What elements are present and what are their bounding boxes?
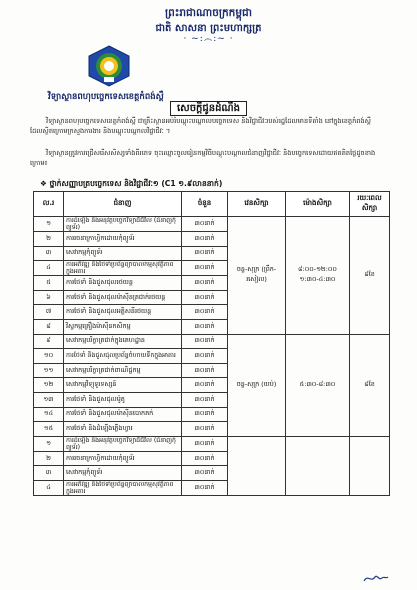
duration-cell-empty [350, 436, 390, 495]
row-number: ១ [34, 217, 64, 232]
table-row [34, 334, 390, 349]
row-skill: សេវាកម្មកុំព្យូទ័រ [64, 246, 182, 261]
row-number: ១០ [34, 349, 64, 364]
row-number: ៤ [34, 480, 64, 495]
notice-title-text: សេចក្ដីជូនដំណឹង [170, 101, 247, 116]
header-hours: ម៉ោងសិក្សា [286, 192, 350, 217]
row-skill: ការថែទាំ និងជួសជុលម៉ូតូ [64, 392, 182, 407]
row-quantity: ៣០នាក់ [182, 334, 228, 349]
row-quantity: ៣០នាក់ [182, 217, 228, 232]
duration-cell: ៨ខែ [350, 217, 390, 335]
row-skill: ការដំឡើង និងអនុវត្តបច្ចេកវិទ្យាដីជីវិល (ដំនាញកុំព្យូទ័រ) [64, 217, 182, 232]
intro-paragraph: វិទ្យាស្ថានពហុបច្ចេកទេសខេត្តកំពង់ស្ពឺ ជាគ្រឹះស្ថានអប់រំបណ្ដុះបណ្ដាលបច្ចេកទេស និងវិជ្ជាជីវៈរបស់រដ្ឋដែលមានទីតាំង នៅក្នុងខេត្តកំពង់ស្ពឺ ដែលស្ថិតក្រោមក្រសួងការងារ និងបណ្ដុះបណ្ដាលវិជ្ជាជីវៈ ។ [30, 117, 371, 135]
row-skill: ការថែទាំ និងជួសជុលអគ្គិសនីរថយន្ត [64, 305, 182, 320]
kingdom-heading: ព្រះរាជាណាចក្រកម្ពុជា [164, 7, 252, 19]
hours-cell-empty [286, 436, 350, 495]
row-quantity: ៣០នាក់ [182, 392, 228, 407]
shift-cell-empty [228, 436, 286, 495]
row-number: ២ [34, 232, 64, 247]
notice-title [0, 101, 417, 116]
row-skill: សេវាកម្មបរិក្ខាត្រជាក់ពាណិជ្ជកម្ម [64, 363, 182, 378]
header-duration: រយៈពេលសិក្សា [350, 192, 390, 217]
row-skill: ការរចនាក្រាហ្វិកដោយកុំព្យូទ័រ [64, 232, 182, 247]
shift-cell [228, 217, 286, 335]
row-quantity: ៣០នាក់ [182, 451, 228, 466]
row-number: ៧ [34, 305, 64, 320]
table-row [34, 217, 390, 232]
row-skill: សេវាកម្មកុំព្យូទ័រ [64, 466, 182, 481]
row-number: ៣ [34, 246, 64, 261]
institute-emblem-icon [86, 44, 132, 88]
row-quantity: ៣០នាក់ [182, 436, 228, 451]
row-skill: ការថែទាំ និងជួសជុលម៉ាស៊ីនបោកគក់ [64, 407, 182, 422]
hours-cell: ៥:៣០-៨:៣០ [286, 334, 350, 436]
row-quantity: ៣០នាក់ [182, 480, 228, 495]
row-number: ៨ [34, 319, 64, 334]
row-number: ១១ [34, 363, 64, 378]
header-shift: វេនសិក្សា [228, 192, 286, 217]
row-skill: ការថែទាំ និងជួសជុលប្រព័ន្ធចំហាយទឹកក្នុងអាគារ [64, 349, 182, 364]
row-number: ១ [34, 436, 64, 451]
row-skill: ការថែទាំ និងជួសជុលម៉ាស៊ីនត្រជាក់រថយន្ត [64, 290, 182, 305]
header-quantity: ចំនួន [182, 192, 228, 217]
hours-morning: ៨:០០-១២:០០ [298, 265, 337, 274]
row-number: ៩ [34, 334, 64, 349]
row-quantity: ៣០នាក់ [182, 276, 228, 291]
header-skill: ជំនាញ [64, 192, 182, 217]
courses-table [33, 191, 390, 496]
row-skill: ការថែទាំ និងជួសជុលរថយន្ត [64, 276, 182, 291]
table-row [34, 436, 390, 451]
row-skill: ការអភិវឌ្ឍ និងថែទាំប្រព័ន្ធព្យាបាលកម្មសុវត្ថិភាពក្នុងអគារ [64, 480, 182, 495]
row-number: ៤ [34, 261, 64, 276]
row-skill: ការដំឡើង និងអនុវត្តបច្ចេកវិទ្យាដីជីវិល (ជំនាញកុំព្យូទ័រ) [64, 436, 182, 451]
row-quantity: ៣០នាក់ [182, 363, 228, 378]
row-quantity: ៣០នាក់ [182, 261, 228, 276]
row-quantity: ៣០នាក់ [182, 305, 228, 320]
row-quantity: ៣០នាក់ [182, 466, 228, 481]
hours-cell [286, 217, 350, 335]
row-number: ១២ [34, 378, 64, 393]
shift-cell [228, 334, 286, 436]
shift-text: ចន្ទ-សុក្រ (យប់) [236, 380, 277, 389]
row-quantity: ៣០នាក់ [182, 422, 228, 437]
recruitment-paragraph: វិទ្យាស្ថានត្រូវការជ្រើសរើសសិស្សទាំងពីរភេទ ចុះឈ្មោះចូលរៀនកម្មវិធីបណ្ដុះបណ្ដាលជំនាញវិជ្ជាជីវៈ និងបច្ចេកទេសដោយឥតគិតថ្លៃដូចខាងក្រោម៖ [30, 149, 376, 167]
row-quantity: ៣០នាក់ [182, 246, 228, 261]
row-number: ៥ [34, 276, 64, 291]
hours-afternoon: ១:៣០-៤:៣០ [299, 275, 336, 284]
shift-text: ចន្ទ-សុក្រ (ព្រឹក-រសៀល) [236, 265, 277, 284]
row-number: ១៥ [34, 422, 64, 437]
row-number: ២ [34, 451, 64, 466]
row-skill: ការអភិវឌ្ឍ និងថែទាំប្រព័ន្ធព្យាបាលកម្មសុវត្ថិភាពក្នុងអគារ [64, 261, 182, 276]
row-skill: សេវាកម្មបរិក្ខាត្រជាក់ក្នុងគេហដ្ឋាន [64, 334, 182, 349]
row-quantity: ៣០នាក់ [182, 319, 228, 334]
row-skill: វិស្វកម្មគ្រឿងម៉ាស៊ីនកសិកម្ម [64, 319, 182, 334]
signature-icon [362, 572, 390, 584]
row-quantity: ៣០នាក់ [182, 349, 228, 364]
row-quantity: ៣០នាក់ [182, 378, 228, 393]
section-heading: ❖ ថ្នាក់សញ្ញាបត្របច្ចេកទេស និងវិជ្ជាជីវៈ១ (C1 ១.៩លាននាក់) [40, 179, 223, 188]
motto-heading: ជាតិ សាសនា ព្រះមហាក្សត្រ [155, 23, 262, 34]
row-quantity: ៣០នាក់ [182, 407, 228, 422]
row-quantity: ៣០នាក់ [182, 232, 228, 247]
ornament-divider: · ~:෴:~ · [183, 34, 234, 44]
table-header-row [34, 192, 390, 217]
row-skill: ការរចនាក្រាហ្វិកដោយកុំព្យូទ័រ [64, 451, 182, 466]
duration-cell: ៨ខែ [350, 334, 390, 436]
row-quantity: ៣០នាក់ [182, 290, 228, 305]
row-number: ៣ [34, 466, 64, 481]
header-no: ល.រ [34, 192, 64, 217]
row-number: ១៤ [34, 407, 64, 422]
row-number: ១៣ [34, 392, 64, 407]
row-skill: ការថែទាំ និងដំឡើងភ្លើងហ្វារ [64, 422, 182, 437]
row-skill: សេវាកម្មវិទ្យុទូរទស្សន៍ [64, 378, 182, 393]
organization-name: វិទ្យាស្ថានពហុបច្ចេកទេសខេត្តកំពង់ស្ពឺ [48, 92, 164, 102]
row-number: ៦ [34, 290, 64, 305]
